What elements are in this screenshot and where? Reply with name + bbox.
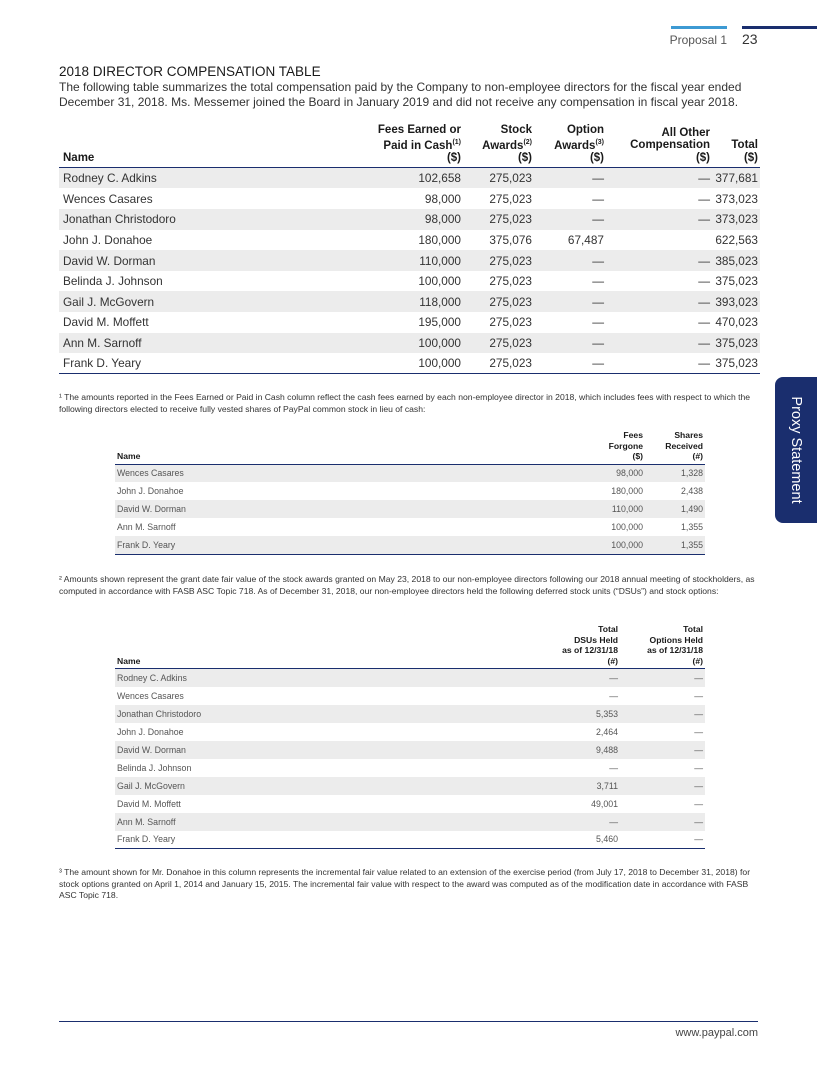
cell-total: 385,023: [712, 250, 760, 271]
cell-fees: 98,000: [424, 191, 461, 206]
cell-name: Gail J. McGovern: [59, 291, 359, 312]
cell-option: —: [592, 274, 604, 289]
cell-option: —: [534, 333, 606, 354]
cell-forgone: 100,000: [585, 536, 645, 554]
cell-stock: 275,023: [489, 315, 532, 330]
cell-dsus: 5,460: [595, 834, 618, 845]
cell-total: 373,023: [715, 191, 758, 206]
footer-divider: [59, 1021, 758, 1022]
cell-other: —: [606, 333, 712, 354]
cell-fees: 100,000: [418, 274, 461, 289]
cell-name: John J. Donahoe: [117, 486, 184, 496]
table-row: [59, 333, 760, 354]
footnote-3: ³ The amount shown for Mr. Donahoe in this column represents the incremental fair value related to an extension of the exercise period (from July 17, 2018 to December 31, 2018) for stock options granted on April 1, 2014 and January 15, 2015. The incremental fair value with respect to the award was computed as of the modification date in accordance with FASB ASC Topic 718.: [59, 867, 751, 900]
dsu-options-table: [115, 624, 705, 849]
cell-stock: 275,023: [489, 191, 532, 206]
cell-dsus: 49,001: [591, 798, 618, 809]
table-row: [59, 312, 760, 333]
cell-name: Belinda J. Johnson: [117, 762, 192, 773]
cell-total: 375,023: [715, 274, 758, 289]
cell-dsus: —: [609, 762, 618, 773]
cell-name: Rodney C. Adkins: [59, 168, 359, 189]
table-row: [115, 741, 705, 759]
table-row: [115, 536, 705, 554]
table-row: [115, 500, 705, 518]
cell-options: —: [620, 705, 705, 723]
cell-forgone: 180,000: [611, 486, 643, 496]
cell-option: —: [592, 191, 604, 206]
cell-dsus: 2,464: [595, 726, 618, 737]
table-row: [59, 209, 760, 230]
cell-name: David W. Dorman: [115, 741, 535, 759]
table-row: [115, 705, 705, 723]
cell-total: 393,023: [712, 291, 760, 312]
table-row: [59, 230, 760, 251]
footer-url[interactable]: www.paypal.com: [675, 1027, 758, 1039]
cell-other: —: [606, 168, 712, 189]
cell-name: Frank D. Yeary: [63, 356, 142, 371]
cell-name: Ann M. Sarnoff: [59, 333, 359, 354]
cell-other: —: [698, 274, 710, 289]
cell-fees: 100,000: [359, 333, 463, 354]
cell-name: David W. Dorman: [59, 250, 359, 271]
cell-other: —: [698, 191, 710, 206]
table-header-row: [115, 430, 705, 464]
col-header-other: All Other Compensation ($): [630, 126, 710, 164]
cell-option: —: [534, 209, 606, 230]
cell-fees: 100,000: [418, 356, 461, 371]
page-number: 23: [742, 31, 758, 47]
cell-stock: 375,076: [489, 232, 532, 247]
cell-fees: 118,000: [359, 291, 463, 312]
page-title: 2018 DIRECTOR COMPENSATION TABLE: [59, 64, 321, 79]
table-row: [115, 795, 705, 813]
table-row: [115, 464, 705, 482]
cell-other: —: [698, 315, 710, 330]
table-row: [59, 188, 760, 209]
cell-forgone: 110,000: [585, 500, 645, 518]
col-header-dsus-held: Total DSUs Held as of 12/31/18 (#): [562, 624, 618, 666]
cell-fees: 195,000: [418, 315, 461, 330]
cell-stock: 275,023: [489, 274, 532, 289]
cell-total: 470,023: [715, 315, 758, 330]
cell-name: Ann M. Sarnoff: [115, 813, 535, 831]
cell-stock: 275,023: [463, 168, 534, 189]
cell-name: Wences Casares: [115, 464, 585, 482]
cell-name: Jonathan Christodoro: [59, 209, 359, 230]
col-header-name: Name: [117, 451, 141, 461]
table-row: [59, 250, 760, 271]
col-header-options-held: Total Options Held as of 12/31/18 (#): [647, 624, 703, 666]
section-side-tab[interactable]: [775, 377, 817, 523]
intro-paragraph: The following table summarizes the total compensation paid by the Company to non-employee directors for the fiscal year ended December 31, 2018. Ms. Messemer joined the Board in January 2019 and did not receive any compensation in fiscal year 2018.: [59, 80, 742, 109]
cell-other: —: [698, 356, 710, 371]
cell-fees: 110,000: [359, 250, 463, 271]
cell-fees: 102,658: [359, 168, 463, 189]
cell-shares: 2,438: [680, 486, 703, 496]
cell-option: —: [592, 315, 604, 330]
cell-option: 67,487: [567, 232, 604, 247]
cell-dsus: —: [609, 690, 618, 701]
cell-name: Gail J. McGovern: [115, 777, 535, 795]
cell-dsus: 5,353: [535, 705, 620, 723]
cell-stock: 275,023: [463, 333, 534, 354]
table-header-row: [115, 624, 705, 669]
cell-shares: 1,355: [680, 522, 703, 532]
cell-option: —: [592, 356, 604, 371]
table-row: [115, 669, 705, 687]
table-row: [59, 291, 760, 312]
fees-forgone-table: [115, 430, 705, 555]
table-row: [115, 518, 705, 536]
cell-fees: 180,000: [418, 232, 461, 247]
cell-other: —: [606, 291, 712, 312]
cell-other: —: [606, 209, 712, 230]
cell-dsus: 9,488: [535, 741, 620, 759]
cell-other: [606, 230, 712, 251]
col-header-fees: Fees Earned or Paid in Cash$^{(1)}$ ($): [377, 124, 461, 164]
cell-shares: 1,328: [645, 464, 705, 482]
cell-stock: 275,023: [463, 250, 534, 271]
col-header-fees-forgone: Fees Forgone ($): [608, 430, 643, 461]
table-row: [59, 168, 760, 189]
cell-option: —: [534, 291, 606, 312]
table-row: [115, 759, 705, 777]
director-compensation-table: [59, 124, 760, 374]
table-row: [115, 482, 705, 500]
cell-name: Ann M. Sarnoff: [117, 522, 176, 532]
cell-options: —: [620, 813, 705, 831]
cell-name: Jonathan Christodoro: [115, 705, 535, 723]
cell-option: —: [534, 250, 606, 271]
table-row: [115, 687, 705, 705]
table-row: [115, 723, 705, 741]
cell-stock: 275,023: [463, 209, 534, 230]
cell-total: 377,681: [712, 168, 760, 189]
cell-total: 622,563: [715, 232, 758, 247]
cell-name: David M. Moffett: [117, 798, 181, 809]
table-row: [59, 271, 760, 292]
col-header-name: Name: [117, 655, 141, 666]
col-header-shares-received: Shares Received (#): [665, 430, 703, 461]
cell-total: 375,023: [715, 356, 758, 371]
cell-stock: 275,023: [489, 356, 532, 371]
cell-shares: 1,490: [645, 500, 705, 518]
cell-name: Rodney C. Adkins: [115, 669, 535, 687]
cell-name: David W. Dorman: [115, 500, 585, 518]
cell-options: —: [694, 762, 703, 773]
cell-dsus: —: [535, 813, 620, 831]
table-header-row: [59, 124, 760, 168]
cell-options: —: [620, 777, 705, 795]
cell-other: —: [606, 250, 712, 271]
col-header-stock: Stock Awards$^{(2)}$ ($): [482, 124, 532, 164]
table-row: [115, 777, 705, 795]
col-header-name: Name: [63, 151, 95, 164]
cell-options: —: [694, 690, 703, 701]
cell-options: —: [620, 741, 705, 759]
cell-name: John J. Donahoe: [63, 232, 153, 247]
cell-name: Wences Casares: [117, 690, 184, 701]
cell-name: Wences Casares: [63, 191, 153, 206]
cell-options: —: [694, 834, 703, 845]
header-accent-bar: [671, 26, 727, 29]
cell-name: Frank D. Yeary: [117, 834, 176, 845]
footnote-2: ² Amounts shown represent the grant date fair value of the stock awards granted on May 23, 2018 to our non-employee directors following our 2018 annual meeting of stockholders, as computed in accordance with FASB ASC Topic 718. As of December 31, 2018, our non-employee directors held the following deferred stock units (“DSUs”) and stock options:: [59, 574, 755, 596]
table-row: [59, 353, 760, 374]
cell-total: 375,023: [712, 333, 760, 354]
cell-total: 373,023: [712, 209, 760, 230]
col-header-total: Total ($): [731, 139, 758, 164]
cell-forgone: 100,000: [611, 522, 643, 532]
section-label: Proposal 1: [669, 33, 727, 47]
side-tab-label: Proxy Statement: [788, 396, 804, 504]
cell-options: —: [694, 798, 703, 809]
cell-dsus: —: [535, 669, 620, 687]
cell-fees: 98,000: [359, 209, 463, 230]
cell-name: Frank D. Yeary: [115, 536, 585, 554]
footnote-1: ¹ The amounts reported in the Fees Earned or Paid in Cash column reflect the cash fees earned by each non-employee director in 2018, which includes fees with respect to which the following directors elected to receive fully vested shares of PayPal common stock in lieu of cash:: [59, 392, 751, 414]
cell-forgone: 98,000: [585, 464, 645, 482]
cell-name: John J. Donahoe: [117, 726, 184, 737]
cell-shares: 1,355: [645, 536, 705, 554]
cell-option: —: [534, 168, 606, 189]
cell-name: David M. Moffett: [63, 315, 149, 330]
header-accent-bar-dark: [742, 26, 817, 29]
cell-options: —: [694, 726, 703, 737]
cell-dsus: 3,711: [535, 777, 620, 795]
table-row: [115, 831, 705, 849]
cell-stock: 275,023: [463, 291, 534, 312]
cell-options: —: [620, 669, 705, 687]
col-header-option: Option Awards$^{(3)}$ ($): [554, 124, 604, 164]
table-row: [115, 813, 705, 831]
cell-name: Belinda J. Johnson: [63, 274, 163, 289]
